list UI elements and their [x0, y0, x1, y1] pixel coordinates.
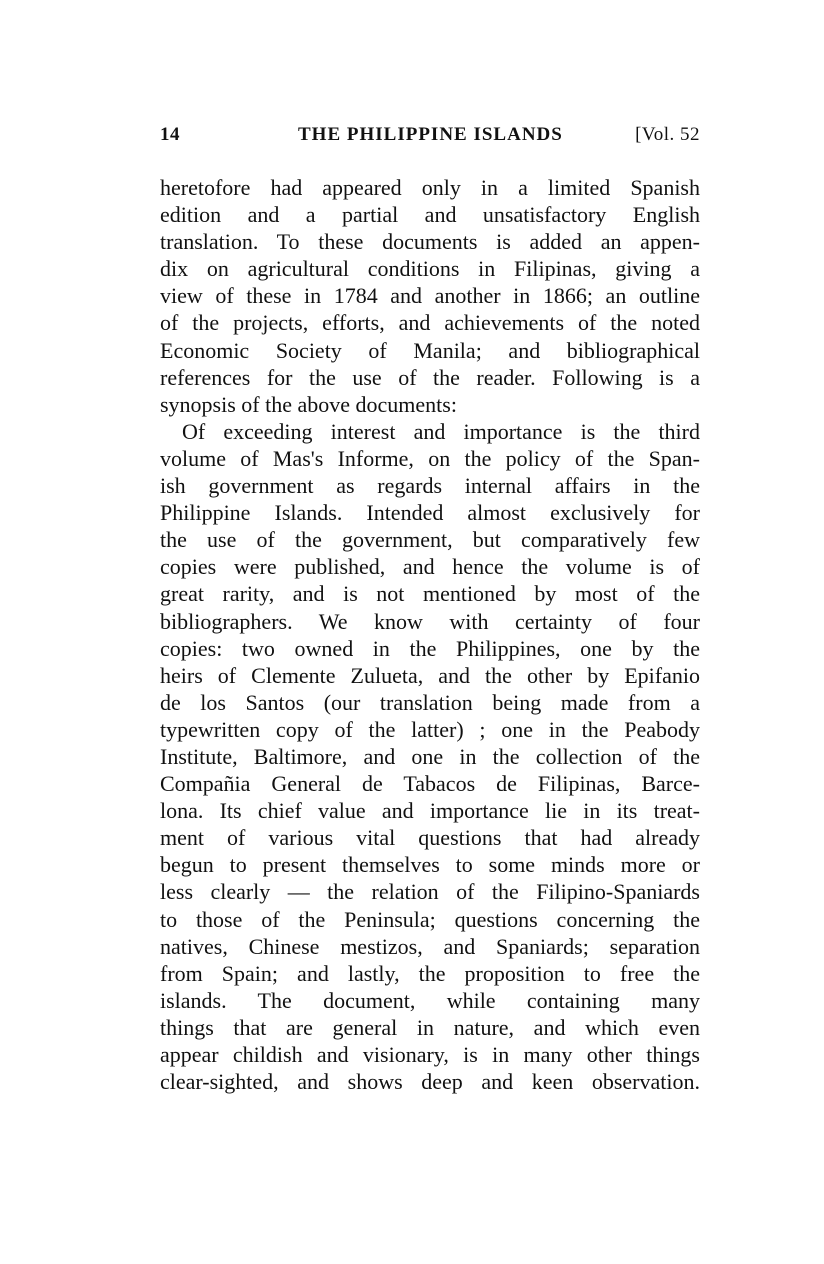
text-line: volume of Mas's Informe, on the policy of the Span-: [160, 445, 700, 471]
body-text: [160, 174, 700, 1095]
text-line: islands. The document, while containing many: [160, 987, 700, 1013]
volume-label: [Vol. 52: [635, 124, 700, 145]
text-line: Philippine Islands. Intended almost exclusively for: [160, 500, 700, 526]
text-line: edition and a partial and unsatisfactory English: [160, 202, 700, 228]
text-line: heretofore had appeared only in a limited Spanish: [160, 175, 700, 200]
text-line: to those of the Peninsula; questions concerning the: [160, 906, 700, 932]
text-line: view of these in 1784 and another in 1866; an outline: [160, 283, 700, 309]
text-line: natives, Chinese mestizos, and Spaniards; separation: [160, 933, 700, 959]
text-line: copies: two owned in the Philippines, one by the: [160, 635, 700, 661]
paragraph-first-line: Of exceeding interest and importance is the third: [182, 418, 700, 444]
paragraph-last-line: synopsis of the above documents:: [160, 391, 457, 417]
text-line: appear childish and visionary, is in many other things: [160, 1042, 700, 1067]
text-line: Economic Society of Manila; and bibliographical: [160, 337, 700, 363]
text-line: ment of various vital questions that had already: [160, 825, 700, 851]
text-line: dix on agricultural conditions in Filipinas, giving a: [160, 256, 700, 282]
text-line: heirs of Clemente Zulueta, and the other by Epifanio: [160, 662, 700, 688]
text-line: Institute, Baltimore, and one in the collection of the: [160, 743, 700, 769]
text-line: de los Santos (our translation being made from a: [160, 689, 700, 715]
text-line: the use of the government, but comparatively few: [160, 527, 700, 553]
text-line: clear-sighted, and shows deep and keen observation.: [160, 1069, 700, 1095]
text-line: begun to present themselves to some minds more or: [160, 852, 700, 878]
running-head: [160, 124, 700, 154]
text-line: of the projects, efforts, and achievements of the noted: [160, 310, 700, 336]
page-number: 14: [160, 124, 180, 145]
text-line: references for the use of the reader. Following is a: [160, 364, 700, 390]
text-line: less clearly — the relation of the Filipino-Spaniards: [160, 879, 700, 905]
text-line: bibliographers. We know with certainty of four: [160, 608, 700, 634]
text-line: copies were published, and hence the volume is of: [160, 554, 700, 580]
text-line: Compañia General de Tabacos de Filipinas, Barce-: [160, 771, 700, 797]
text-line: translation. To these documents is added an appen-: [160, 229, 700, 255]
running-title: THE PHILIPPINE ISLANDS: [298, 124, 563, 145]
text-line: from Spain; and lastly, the proposition to free the: [160, 960, 700, 986]
text-line: things that are general in nature, and which even: [160, 1014, 700, 1040]
text-line: ish government as regards internal affairs in the: [160, 473, 700, 499]
text-line: typewritten copy of the latter) ; one in the Peabody: [160, 716, 700, 742]
text-line: great rarity, and is not mentioned by most of the: [160, 581, 700, 607]
text-line: lona. Its chief value and importance lie in its treat-: [160, 798, 700, 824]
